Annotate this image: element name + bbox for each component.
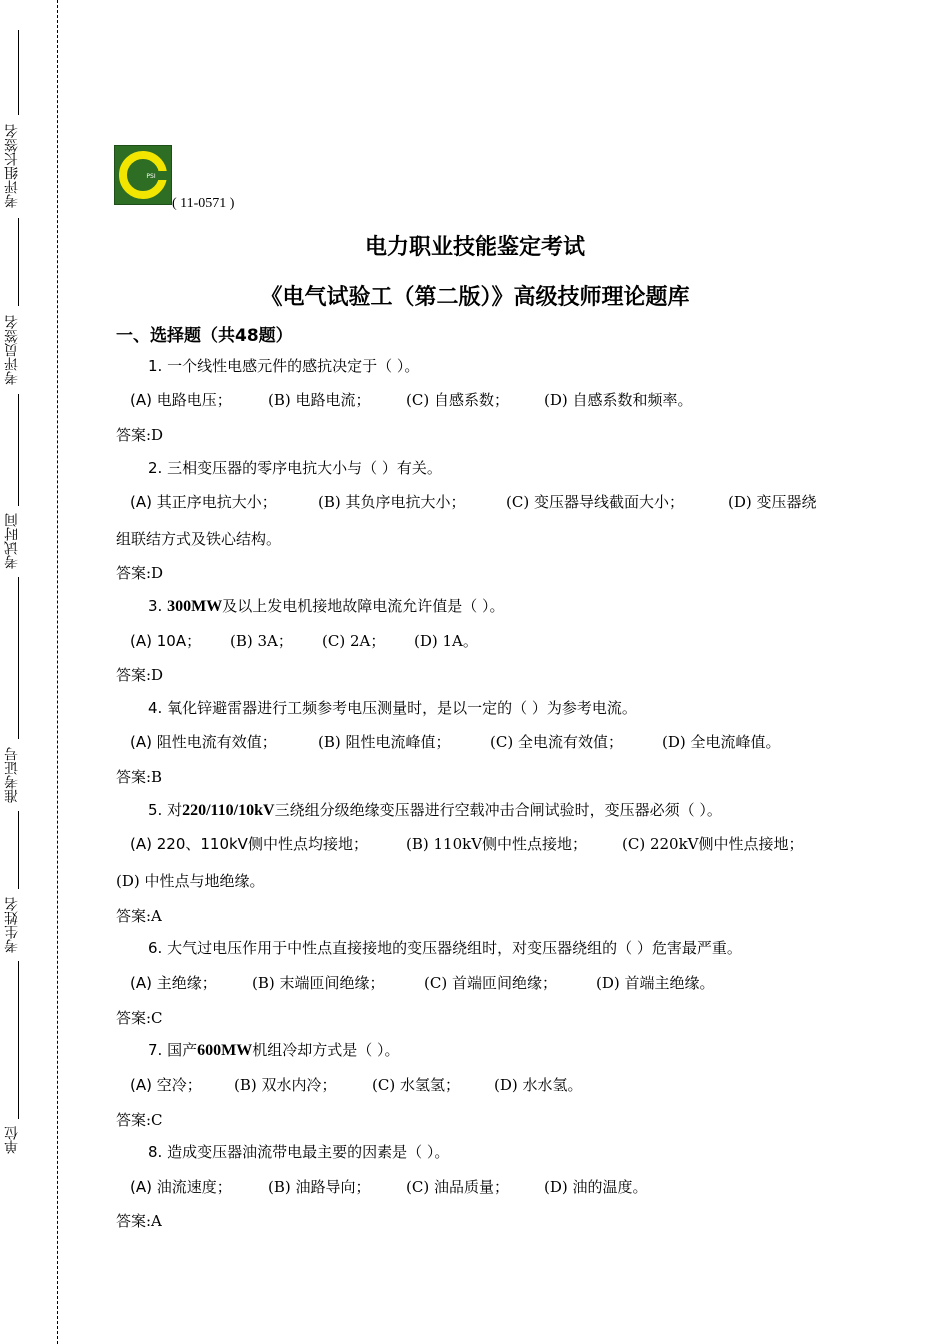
question-7: 7. 国产600MW机组冷却方式是（ ）。 — [148, 1041, 400, 1059]
question-2-continuation: 组联结方式及铁心结构。 — [116, 530, 282, 548]
margin-label-admission-no: 准考证号 — [4, 747, 20, 803]
option-d: (D) 水水氢。 — [494, 1076, 583, 1094]
question-8-options — [130, 1177, 648, 1197]
psi-logo — [114, 145, 172, 205]
margin-label-candidate-name: 考生姓名 — [4, 897, 20, 953]
question-5: 5. 对220/110/10kV三绕组分级绝缘变压器进行空载冲击合闸试验时，变压器必须（ ）。 — [148, 801, 722, 819]
option-b: (B) 油路导向； — [268, 1178, 371, 1196]
option-a: (A) 主绝缘； — [130, 974, 217, 992]
question-5-options — [130, 834, 804, 854]
option-b: (B) 双水内冷； — [234, 1076, 337, 1094]
question-1: 1. 一个线性电感元件的感抗决定于（ ）。 — [148, 357, 420, 375]
question-2: 2. 三相变压器的零序电抗大小与（ ）有关。 — [148, 459, 442, 477]
option-a: (A) 其正序电抗大小； — [130, 493, 277, 511]
question-4-options — [130, 732, 781, 752]
question-8: 8. 造成变压器油流带电最主要的因素是（ ）。 — [148, 1143, 450, 1161]
question-1-options — [130, 390, 693, 410]
question-3-options — [130, 631, 478, 651]
option-c: (C) 水氢氢； — [372, 1076, 460, 1094]
option-b: (B) 110kV侧中性点接地； — [406, 835, 588, 853]
margin-label-examiner: 考评员签名 — [4, 315, 20, 385]
exam-title: 电力职业技能鉴定考试 — [364, 235, 585, 260]
option-a: (A) 空冷； — [130, 1076, 202, 1094]
option-c: (C) 变压器导线截面大小； — [506, 493, 684, 511]
option-a: (A) 阻性电流有效值； — [130, 733, 277, 751]
signature-line — [18, 577, 19, 739]
question-6: 6. 大气过电压作用于中性点直接接地的变压器绕组时，对变压器绕组的（ ）危害最严重。 — [148, 939, 742, 957]
option-b: (B) 3A； — [230, 632, 293, 650]
option-c: (C) 2A； — [322, 632, 386, 650]
question-2-options — [130, 492, 817, 512]
question-4: 4. 氧化锌避雷器进行工频参考电压测量时，是以一定的（ ）为参考电流。 — [148, 699, 637, 717]
option-a: (A) 油流速度； — [130, 1178, 232, 1196]
option-c: (C) 油品质量； — [406, 1178, 509, 1196]
option-b: (B) 其负序电抗大小； — [318, 493, 466, 511]
signature-line — [18, 30, 19, 115]
svg-text:PSI: PSI — [146, 173, 156, 180]
option-b: (B) 末端匝间绝缘； — [252, 974, 385, 992]
option-d: (D) 1A。 — [414, 632, 478, 650]
option-d: (D) 变压器绕 — [728, 493, 817, 511]
margin-label-unit: 单位 — [4, 1126, 20, 1154]
option-a: (A) 电路电压； — [130, 391, 232, 409]
section-heading: 一、选择题（共48题） — [116, 326, 293, 346]
question-6-options — [130, 973, 715, 993]
signature-line — [18, 811, 19, 889]
cut-line — [57, 0, 58, 1344]
option-b: (B) 阻性电流峰值； — [318, 733, 451, 751]
signature-line — [18, 961, 19, 1119]
question-6-answer: 答案:C — [116, 1009, 163, 1027]
question-2-answer: 答案:D — [116, 564, 164, 582]
option-c: (C) 全电流有效值； — [490, 733, 623, 751]
option-b: (B) 电路电流； — [268, 391, 371, 409]
question-1-answer: 答案:D — [116, 426, 164, 444]
margin-label-chief-examiner: 考评组长签名 — [4, 124, 20, 208]
option-a: (A) 10A； — [130, 632, 202, 650]
psi-logo-icon — [115, 146, 171, 204]
question-5-continuation: (D) 中性点与地绝缘。 — [116, 872, 265, 890]
option-d: (D) 全电流峰值。 — [662, 733, 781, 751]
option-c: (C) 首端匝间绝缘； — [424, 974, 557, 992]
margin-label-exam-time: 考试时间 — [4, 513, 20, 569]
question-7-answer: 答案:C — [116, 1111, 163, 1129]
signature-line — [18, 394, 19, 506]
option-d: (D) 油的温度。 — [544, 1178, 648, 1196]
question-bank-title: 《电气试验工（第二版）》高级技师理论题库 — [260, 285, 690, 310]
option-d: (D) 首端主绝缘。 — [596, 974, 715, 992]
option-c: (C) 自感系数； — [406, 391, 509, 409]
question-3: 3. 300MW及以上发电机接地故障电流允许值是（ ）。 — [148, 597, 505, 615]
document-code: ( 11-0571 ) — [172, 196, 235, 211]
option-d: (D) 自感系数和频率。 — [544, 391, 693, 409]
option-c: (C) 220kV侧中性点接地； — [622, 835, 804, 853]
question-3-answer: 答案:D — [116, 666, 164, 684]
question-5-answer: 答案:A — [116, 907, 162, 925]
question-8-answer: 答案:A — [116, 1212, 162, 1230]
question-4-answer: 答案:B — [116, 768, 163, 786]
question-7-options — [130, 1075, 583, 1095]
binding-margin — [0, 0, 60, 1344]
option-a: (A) 220、110kV侧中性点均接地； — [130, 835, 368, 853]
